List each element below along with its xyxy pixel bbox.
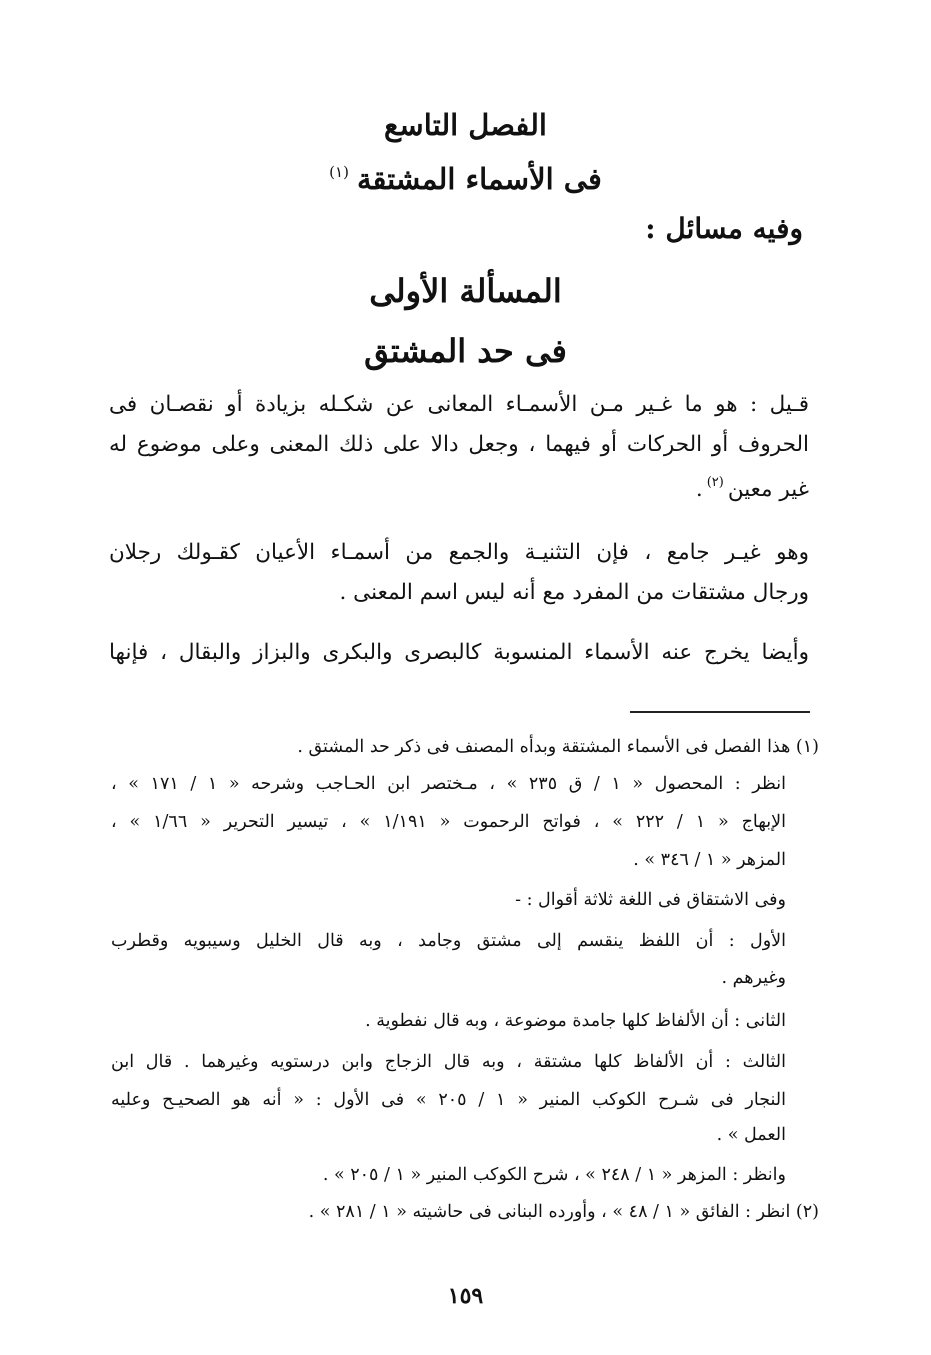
paragraph-1-end: . (695, 477, 703, 502)
paragraph-1-line-3-text: غير معين (727, 477, 809, 502)
section-title: المسألة الأولى (369, 272, 562, 310)
paragraph-1-line-1: قـيل : هو ما غـير مـن الأسمـاء المعانى عن شكـله بزيادة أو نقصـان فى (109, 392, 809, 417)
footnote-1-line-1: (١) هذا الفصل فى الأسماء المشتقة وبدأه المصنف فى ذكر حد المشتق . (297, 737, 819, 757)
footnote-1-line-12: وانظر : المزهر « ١ / ٢٤٨ » ، شرح الكوكب المنير « ١ / ٢٠٥ » . (322, 1165, 786, 1185)
footnote-1-line-10: النجار فى شـرح الكوكب المنير « ١ / ٢٠٥ » فى الأول : « أنه هو الصحيـح وعليه (111, 1090, 786, 1110)
footnote-1-line-7: وغيرهم . (721, 968, 786, 988)
paragraph-2-line-2: ورجال مشتقات من المفرد مع أنه ليس اسم المعنى . (339, 580, 809, 605)
chapter-subtitle-text: فى الأسماء المشتقة (356, 162, 602, 196)
footnote-separator (630, 711, 810, 713)
paragraph-2-line-1: وهو غيـر جامع ، فإن التثنيـة والجمع من أسمـاء الأعيان كقـولك رجلان (109, 540, 809, 565)
chapter-subtitle (0, 162, 931, 196)
footnote-ref-2: (٢) (706, 475, 724, 490)
footnote-1-line-8: الثانى : أن الألفاظ كلها جامدة موضوعة ، وبه قال نفطوية . (365, 1011, 786, 1031)
footnote-ref-1: (١) (329, 163, 349, 181)
intro-text: وفيه مسائل : (645, 212, 803, 245)
footnote-1-line-5: وفى الاشتقاق فى اللغة ثلاثة أقوال : - (515, 890, 786, 910)
section-subtitle: فى حد المشتق (364, 332, 567, 370)
paragraph-1-line-2: الحروف أو الحركات أو فيهما ، وجعل دالا على ذلك المعنى وعلى موضوع له (109, 432, 809, 457)
footnote-1-line-2: انظر : المحصول « ١ / ق ٢٣٥ » ، مـختصر ابن الحـاجب وشرحه « ١ / ١٧١ » ، (111, 774, 787, 794)
footnote-1-line-6: الأول : أن اللفظ ينقسم إلى مشتق وجامد ، وبه قال الخليل وسيبويه وقطرب (111, 931, 786, 951)
footnote-1-line-9: الثالث : أن الألفاظ كلها مشتقة ، وبه قال الزجاج وابن درستويه وغيرهما . قال ابن (111, 1052, 786, 1072)
paragraph-3-line-1: وأيضا يخرج عنه الأسماء المنسوبة كالبصرى والبكرى والبزاز والبقال ، فإنها (109, 640, 809, 665)
paragraph-1-line-3 (109, 475, 809, 502)
page-number: ١٥٩ (447, 1283, 484, 1309)
footnote-1-line-11: العمل » . (716, 1125, 786, 1145)
footnote-2-line-1: (٢) انظر : الفائق « ١ / ٤٨ » ، وأورده البنانى فى حاشيته « ١ / ٢٨١ » . (308, 1202, 819, 1222)
chapter-title: الفصل التاسع (384, 108, 547, 142)
footnote-1-line-4: المزهر « ١ / ٣٤٦ » . (633, 850, 786, 870)
footnote-1-line-3: الإبهاج « ١ / ٢٢٢ » ، فواتح الرحموت « ١/١٩١ » ، تيسير التحرير « ١/٦٦ » ، (111, 812, 787, 832)
